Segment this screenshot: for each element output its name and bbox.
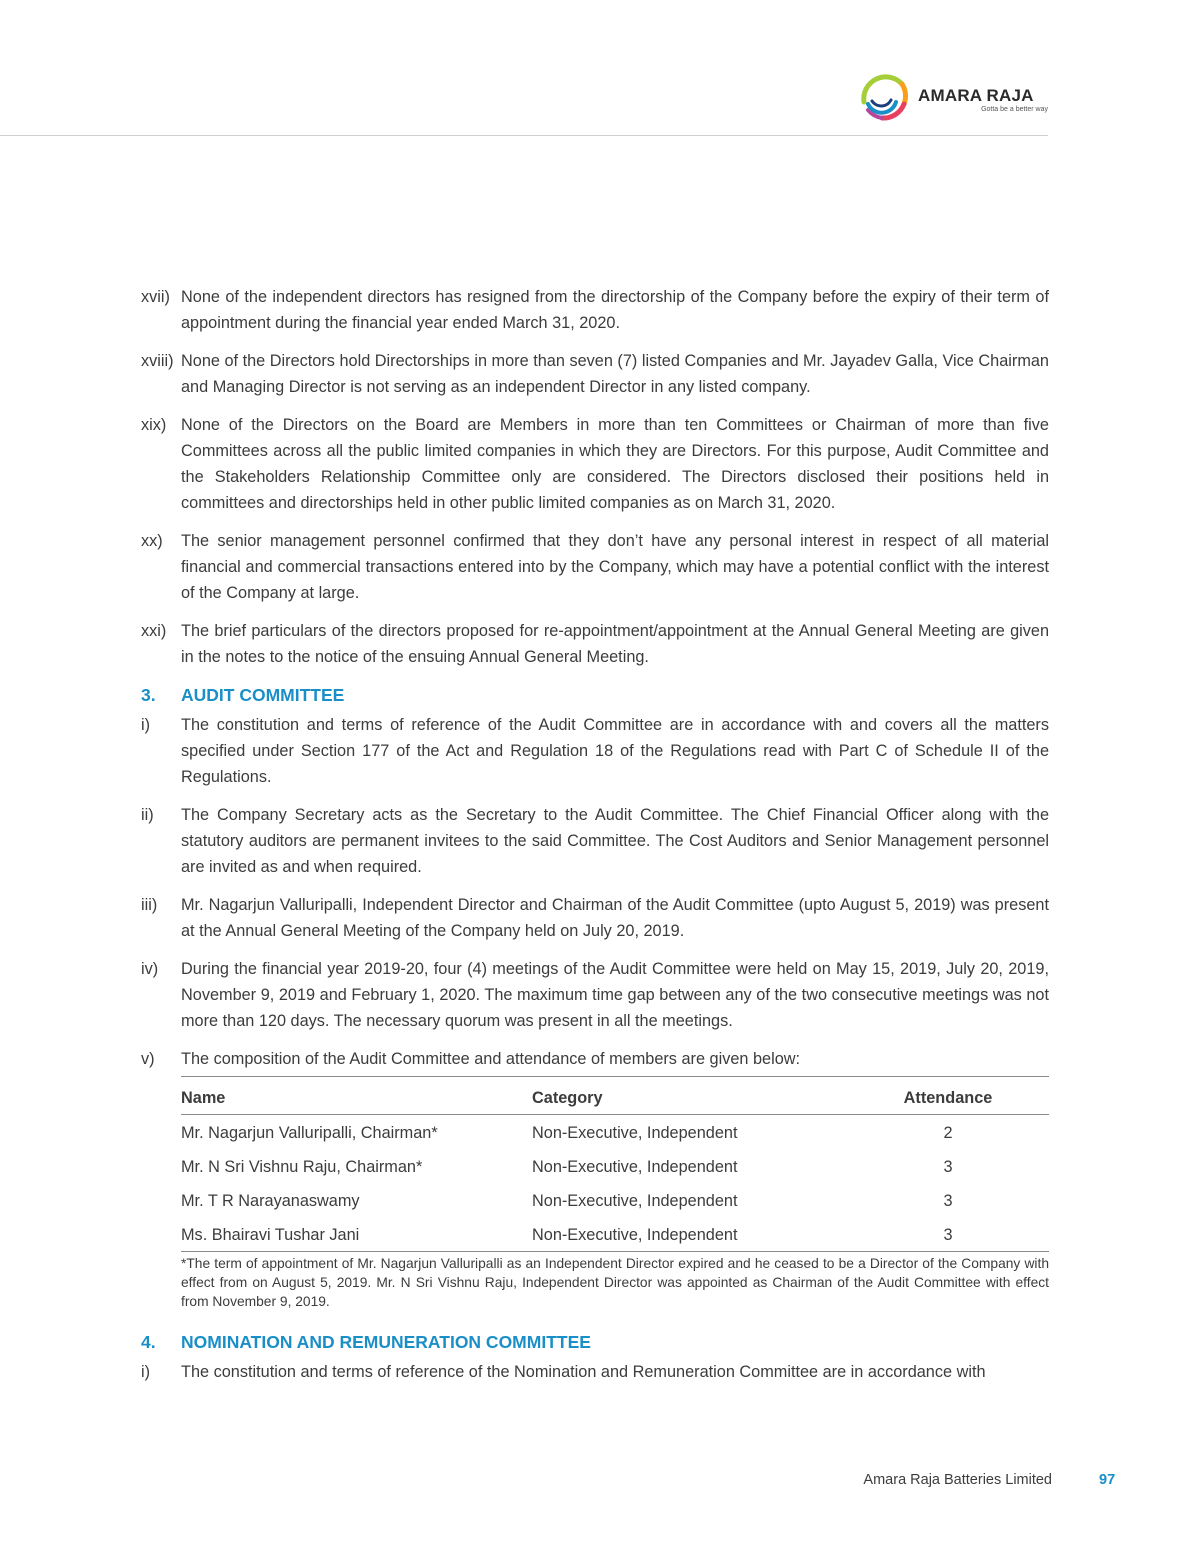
item-number: xx) xyxy=(141,532,163,550)
cell-category: Non-Executive, Independent xyxy=(532,1158,738,1176)
item-number: iv) xyxy=(141,960,159,978)
brand-name: AMARA RAJA xyxy=(918,86,1034,105)
table-row xyxy=(181,1183,1049,1217)
item-text: The composition of the Audit Committee and attendance of members are given below: xyxy=(181,1050,801,1068)
item-number: iii) xyxy=(141,896,158,914)
cell-attendance: 3 xyxy=(943,1158,953,1176)
list-item xyxy=(141,412,1049,516)
section-heading-audit xyxy=(141,682,1049,708)
item-text: The Company Secretary acts as the Secretary to the Audit Committee. The Chief Financial Officer along with the statutory auditors are permanent invitees to the said Committee. The Cost Auditors and Senior Management personnel are invited as and when required. xyxy=(181,806,1049,876)
item-text: The brief particulars of the directors proposed for re-appointment/appointment at the Annual General Meeting are given in the notes to the notice of the ensuing Annual General Meeting. xyxy=(181,622,1049,666)
company-logo xyxy=(858,70,1053,124)
table-row xyxy=(181,1149,1049,1183)
header-rule xyxy=(0,135,1048,136)
list-item xyxy=(141,802,1049,880)
item-number: ii) xyxy=(141,806,154,824)
cell-attendance: 3 xyxy=(943,1192,953,1210)
item-number: i) xyxy=(141,1363,151,1381)
table-row xyxy=(181,1115,1049,1150)
item-text: None of the Directors on the Board are Members in more than ten Committees or Chairman of more than five Committees across all the public limited companies in which they are Directors. For this purpose, Audit Committee and the Stakeholders Relationship Committee only are considered. The Directors disclosed their positions held in committees and directorships held in other public limited companies as on March 31, 2020. xyxy=(181,416,1049,512)
list-item xyxy=(141,348,1049,400)
cell-attendance: 3 xyxy=(943,1226,953,1244)
table-footnote: *The term of appointment of Mr. Nagarjun Valluripalli as an Independent Director expired and he ceased to be a Director of the Company with effect from on August 5, 2019. Mr. N Sri Vishnu Raju, Independent Director was appointed as Chairman of the Audit Committee with effect from November 9, 2019. xyxy=(181,1256,1049,1309)
section-title: NOMINATION AND REMUNERATION COMMITTEE xyxy=(181,1332,591,1352)
section-title: AUDIT COMMITTEE xyxy=(181,685,345,705)
item-number: i) xyxy=(141,716,151,734)
cell-attendance: 2 xyxy=(943,1124,953,1142)
cell-spacer xyxy=(1004,1149,1049,1183)
column-header-attendance: Attendance xyxy=(903,1089,993,1107)
item-number: xix) xyxy=(141,416,167,434)
item-text: None of the Directors hold Directorships in more than seven (7) listed Companies and Mr. Jayadev Galla, Vice Chairman and Managing Director is not serving as an independent Director in any listed company. xyxy=(181,352,1049,396)
list-item xyxy=(141,284,1049,336)
cell-category: Non-Executive, Independent xyxy=(532,1192,738,1210)
cell-name: Ms. Bhairavi Tushar Jani xyxy=(181,1226,360,1244)
item-text: None of the independent directors has resigned from the directorship of the Company before the expiry of their term of appointment during the financial year ended March 31, 2020. xyxy=(181,288,1049,332)
item-text: The constitution and terms of reference of the Nomination and Remuneration Committee are in accordance with xyxy=(181,1363,986,1381)
table-header-row xyxy=(181,1077,1049,1115)
cell-spacer xyxy=(1004,1115,1049,1150)
item-number: xviii) xyxy=(141,352,174,370)
item-text: The senior management personnel confirmed that they don’t have any personal interest in respect of all material financial and commercial transactions entered into by the Company, which may have a potential conflict with the interest of the Company at large. xyxy=(181,532,1049,602)
item-text: Mr. Nagarjun Valluripalli, Independent Director and Chairman of the Audit Committee (upto August 5, 2019) was present at the Annual General Meeting of the Company held on July 20, 2019. xyxy=(181,896,1049,940)
column-header-category: Category xyxy=(532,1089,603,1107)
list-item xyxy=(141,1046,1049,1072)
cell-category: Non-Executive, Independent xyxy=(532,1124,738,1142)
table-row xyxy=(181,1217,1049,1252)
item-text: During the financial year 2019-20, four (4) meetings of the Audit Committee were held on May 15, 2019, July 20, 2019, November 9, 2019 and February 1, 2020. The maximum time gap between any of the two consecutive meetings was not more than 120 days. The necessary quorum was present in all the meetings. xyxy=(181,960,1049,1030)
cell-spacer xyxy=(1004,1183,1049,1217)
audit-committee-table xyxy=(181,1076,1049,1252)
list-item xyxy=(141,712,1049,790)
swirl-logo-icon xyxy=(858,70,910,122)
list-item xyxy=(141,1359,1049,1385)
column-header-name: Name xyxy=(181,1089,226,1107)
main-content xyxy=(141,284,1049,1397)
page-number: 97 xyxy=(1099,1472,1116,1488)
item-text: The constitution and terms of reference of the Audit Committee are in accordance with and covers all the matters specified under Section 177 of the Act and Regulation 18 of the Regulations read with Part C of Schedule II of the Regulations. xyxy=(181,716,1049,786)
cell-name: Mr. T R Narayanaswamy xyxy=(181,1192,360,1210)
footer-company-name: Amara Raja Batteries Limited xyxy=(863,1472,1052,1488)
list-item xyxy=(141,956,1049,1034)
cell-name: Mr. Nagarjun Valluripalli, Chairman* xyxy=(181,1124,438,1142)
section-heading-nomination xyxy=(141,1329,1049,1355)
list-item xyxy=(141,618,1049,670)
item-number: xvii) xyxy=(141,288,170,306)
list-item xyxy=(141,892,1049,944)
cell-spacer xyxy=(1004,1217,1049,1252)
column-spacer xyxy=(1004,1077,1049,1115)
list-item xyxy=(141,528,1049,606)
item-number: xxi) xyxy=(141,622,167,640)
brand-tagline: Gotta be a better way xyxy=(981,106,1048,113)
section-number: 3. xyxy=(141,685,156,705)
item-number: v) xyxy=(141,1050,155,1068)
cell-name: Mr. N Sri Vishnu Raju, Chairman* xyxy=(181,1158,423,1176)
section-number: 4. xyxy=(141,1332,156,1352)
cell-category: Non-Executive, Independent xyxy=(532,1226,738,1244)
audit-committee-table-wrapper xyxy=(181,1076,1049,1252)
